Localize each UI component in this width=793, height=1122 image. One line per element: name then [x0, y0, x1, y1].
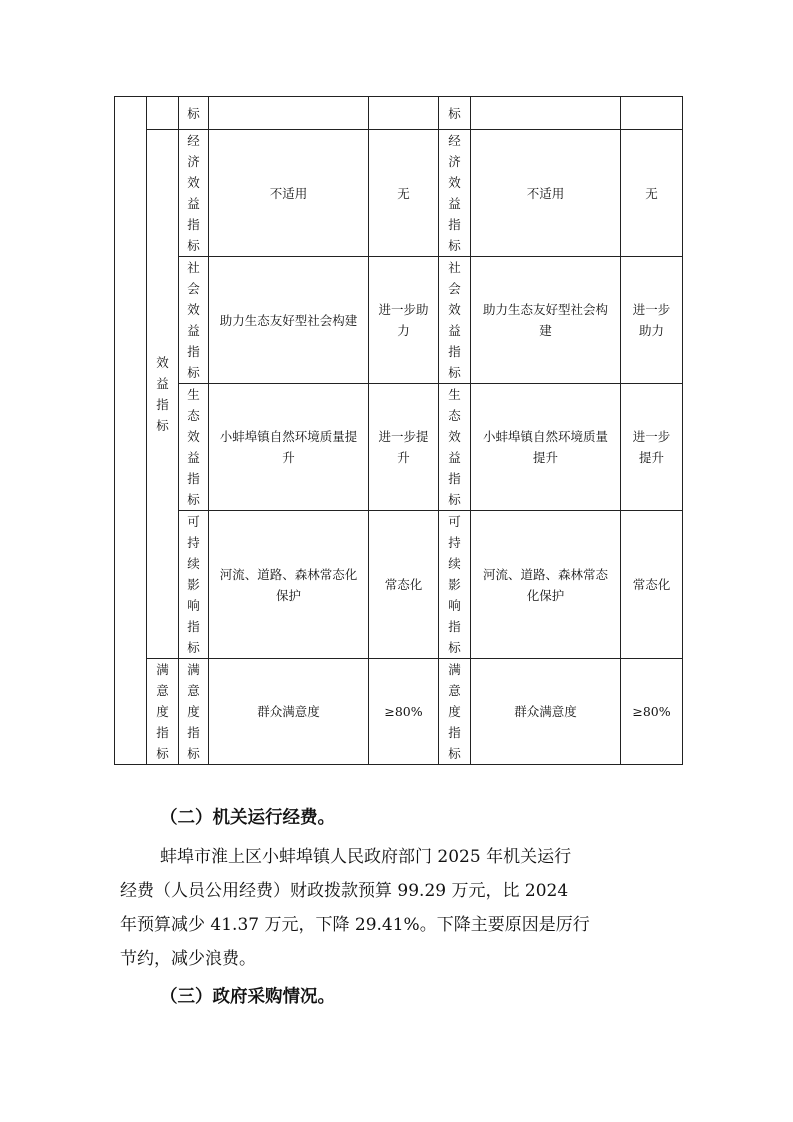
indicator-cell: 生态效益指标	[439, 384, 471, 511]
content-cell: 不适用	[209, 130, 369, 257]
paragraph-line: 节约，减少浪费。	[120, 949, 256, 969]
paragraph-line: 经费（人员公用经费）财政拨款预算 99.29 万元，比 2024	[120, 881, 569, 901]
paragraph-line: 年预算减少 41.37 万元，下降 29.41%。下降主要原因是厉行	[120, 915, 590, 935]
content-cell: 助力生态友好型社会构建	[209, 257, 369, 384]
performance-indicator-table	[114, 96, 683, 765]
value-cell: 无	[621, 130, 683, 257]
content-cell	[209, 97, 369, 130]
content-cell: 群众满意度	[471, 659, 621, 765]
table-row	[115, 384, 683, 511]
indicator-cell: 生态效益指标	[179, 384, 209, 511]
value-cell: 进一步提升	[369, 384, 439, 511]
content-cell: 群众满意度	[209, 659, 369, 765]
section-heading-operating-costs: （二）机关运行经费。	[160, 808, 335, 828]
value-cell: 常态化	[369, 511, 439, 659]
content-cell: 河流、道路、森林常态化保护	[471, 511, 621, 659]
indicator-cell: 满意度指标	[439, 659, 471, 765]
indicator-cell: 经济效益指标	[439, 130, 471, 257]
table-row	[115, 97, 683, 130]
content-cell: 小蚌埠镇自然环境质量提升	[209, 384, 369, 511]
indicator-cell: 满意度指标	[179, 659, 209, 765]
benefit-group-cell: 效益指标	[147, 130, 179, 659]
table-row	[115, 511, 683, 659]
content-cell: 小蚌埠镇自然环境质量提升	[471, 384, 621, 511]
value-cell: 进一步助力	[369, 257, 439, 384]
indicator-cell: 社会效益指标	[439, 257, 471, 384]
table-row	[115, 130, 683, 257]
content-cell: 不适用	[471, 130, 621, 257]
indicator-cell: 标	[179, 97, 209, 130]
value-cell: ≥80%	[621, 659, 683, 765]
section-heading-procurement: （三）政府采购情况。	[160, 987, 335, 1007]
value-cell: 进一步助力	[621, 257, 683, 384]
table-row	[115, 659, 683, 765]
content-cell: 河流、道路、森林常态化保护	[209, 511, 369, 659]
content-cell	[471, 97, 621, 130]
value-cell: 常态化	[621, 511, 683, 659]
indicator-cell: 标	[439, 97, 471, 130]
value-cell	[621, 97, 683, 130]
indicator-cell: 可持续影响指标	[179, 511, 209, 659]
value-cell: ≥80%	[369, 659, 439, 765]
indicator-cell: 社会效益指标	[179, 257, 209, 384]
paragraph-line: 蚌埠市淮上区小蚌埠镇人民政府部门 2025 年机关运行	[160, 847, 572, 867]
value-cell	[369, 97, 439, 130]
content-cell: 助力生态友好型社会构建	[471, 257, 621, 384]
indicator-cell: 可持续影响指标	[439, 511, 471, 659]
value-cell: 进一步提升	[621, 384, 683, 511]
satisfaction-group-cell: 满意度指标	[147, 659, 179, 765]
indicator-cell: 经济效益指标	[179, 130, 209, 257]
outer-blank-cell	[115, 97, 147, 765]
table-row	[115, 257, 683, 384]
blank-cell	[147, 97, 179, 130]
value-cell: 无	[369, 130, 439, 257]
